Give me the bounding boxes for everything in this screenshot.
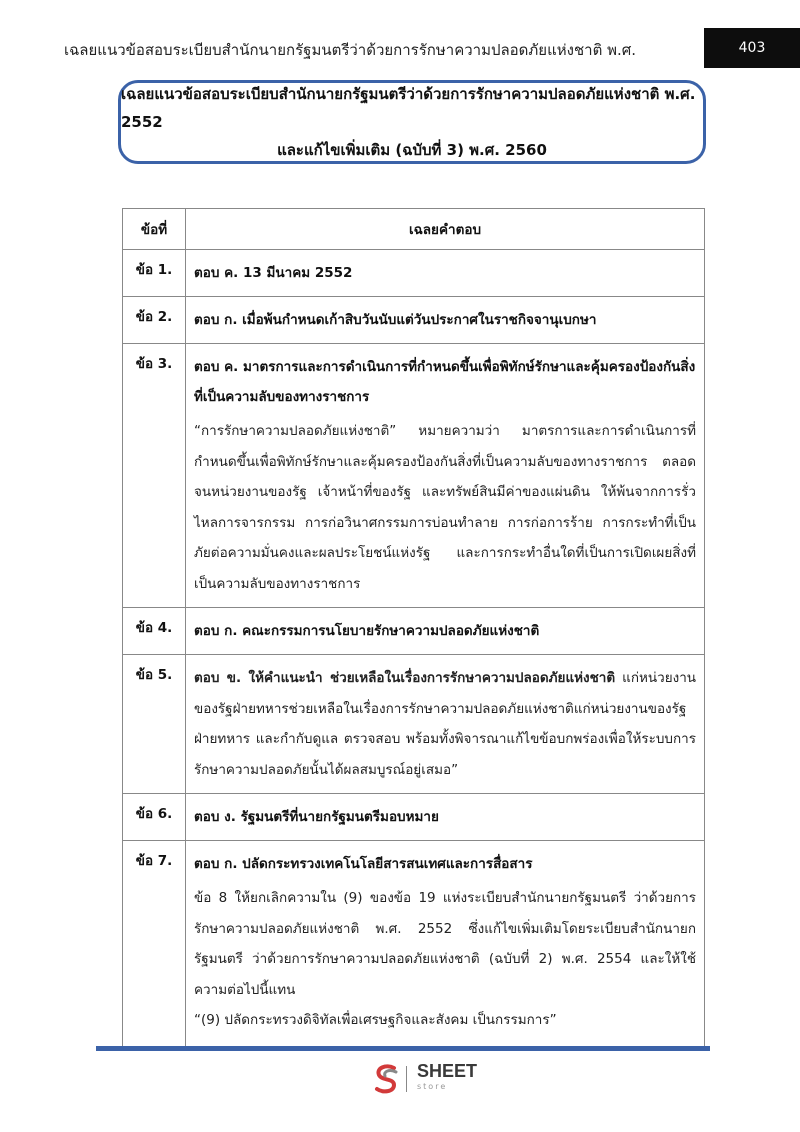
answer-text: ตอบ ก. ปลัดกระทรวงเทคโนโลยีสารสนเทศและการสื่อสาร xyxy=(194,856,533,872)
question-no: ข้อ 7. xyxy=(123,841,186,1051)
answer-text: ตอบ ก. เมื่อพ้นกำหนดเก้าสิบวันนับแต่วันประกาศในราชกิจจานุเบกษา xyxy=(194,312,597,328)
title-line-2: และแก้ไขเพิ่มเติม (ฉบับที่ 3) พ.ศ. 2560 xyxy=(277,141,547,159)
title-box xyxy=(118,80,706,164)
answer-cell xyxy=(186,297,705,344)
table-row xyxy=(123,250,705,297)
answer-detail: แก่หน่วยงานของรัฐฝ่ายทหารช่วยเหลือในเรื่องการรักษาความปลอดภัยแห่งชาติแก่หน่วยงานของรัฐฝ่ายทหาร และกำกับดูแล ตรวจสอบ พร้อมทั้งพิจารณาแก้ไขข้อบกพร่องเพื่อให้ระบบการรักษาความปลอดภัยนั้นได้ผลสมบูรณ์อยู่เสมอ” xyxy=(194,670,697,778)
question-no: ข้อ 3. xyxy=(123,344,186,608)
footer-rule xyxy=(96,1046,710,1051)
table-row xyxy=(123,655,705,794)
answer-text: ตอบ ค. 13 มีนาคม 2552 xyxy=(194,265,353,281)
logo-subtext: store xyxy=(417,1082,448,1091)
question-no: ข้อ 2. xyxy=(123,297,186,344)
answer-text: ตอบ ข. ให้คำแนะนำ ช่วยเหลือในเรื่องการรักษาความปลอดภัยแห่งชาติ xyxy=(194,670,616,686)
question-no: ข้อ 6. xyxy=(123,794,186,841)
answer-cell xyxy=(186,841,705,1051)
table-row xyxy=(123,297,705,344)
logo-divider xyxy=(406,1066,407,1092)
sheet-logo-icon xyxy=(372,1062,402,1096)
question-no: ข้อ 5. xyxy=(123,655,186,794)
answer-text: ตอบ ก. คณะกรรมการนโยบายรักษาความปลอดภัยแห่งชาติ xyxy=(194,623,540,639)
table-row xyxy=(123,344,705,608)
answer-cell xyxy=(186,250,705,297)
table-row xyxy=(123,794,705,841)
table-row xyxy=(123,841,705,1051)
answer-detail: ข้อ 8 ให้ยกเลิกความใน (9) ของข้อ 19 แห่งระเบียบสำนักนายกรัฐมนตรี ว่าด้วยการรักษาความปลอดภัยแห่งชาติ พ.ศ. 2552 ซึ่งแก้ไขเพิ่มเติมโดยระเบียบสำนักนายกรัฐมนตรี ว่าด้วยการรักษาความปลอดภัยแห่งชาติ (ฉบับที่ 2) พ.ศ. 2554 และให้ใช้ความต่อไปนี้แทน xyxy=(194,890,696,998)
answer-text: ตอบ ง. รัฐมนตรีที่นายกรัฐมนตรีมอบหมาย xyxy=(194,809,439,825)
logo-text xyxy=(417,1063,477,1095)
answer-cell xyxy=(186,344,705,608)
answer-cell xyxy=(186,794,705,841)
sheet-store-logo xyxy=(372,1062,477,1096)
table-header-row xyxy=(123,209,705,250)
header-question-no: ข้อที่ xyxy=(123,209,186,250)
running-header: เฉลยแนวข้อสอบระเบียบสำนักนายกรัฐมนตรีว่าด้วยการรักษาความปลอดภัยแห่งชาติ พ.ศ. xyxy=(63,41,637,59)
answer-detail-quote: “(9) ปลัดกระทรวงดิจิทัลเพื่อเศรษฐกิจและสังคม เป็นกรรมการ” xyxy=(194,1012,557,1028)
page-number: 403 xyxy=(704,28,800,68)
title-line-1: เฉลยแนวข้อสอบระเบียบสำนักนายกรัฐมนตรีว่าด้วยการรักษาความปลอดภัยแห่งชาติ พ.ศ. 2552 xyxy=(121,85,696,131)
question-no: ข้อ 1. xyxy=(123,250,186,297)
answer-text: ตอบ ค. มาตรการและการดำเนินการที่กำหนดขึ้นเพื่อพิทักษ์รักษาและคุ้มครองป้องกันสิ่งที่เป็นความลับของทางราชการ xyxy=(194,359,696,405)
logo-word: SHEET xyxy=(417,1061,478,1081)
question-no: ข้อ 4. xyxy=(123,608,186,655)
answer-table xyxy=(122,208,705,1051)
table-row xyxy=(123,608,705,655)
answer-detail: “การรักษาความปลอดภัยแห่งชาติ” หมายความว่า มาตรการและการดำเนินการที่กำหนดขึ้นเพื่อพิทักษ์รักษาและคุ้มครองป้องกันสิ่งที่เป็นความลับของทางราชการ ตลอดจนหน่วยงานของรัฐ เจ้าหน้าที่ของรัฐ และทรัพย์สินมีค่าของแผ่นดิน ให้พ้นจากการรั่วไหลการจารกรรม การก่อวินาศกรรมการบ่อนทำลาย การก่อการร้าย การกระทำที่เป็นภัยต่อความมั่นคงและผลประโยชน์แห่งรัฐ และการกระทำอื่นใดที่เป็นการเปิดเผยสิ่งที่เป็นความลับของทางราชการ xyxy=(194,423,696,592)
answer-cell xyxy=(186,655,705,794)
answer-paragraph xyxy=(194,663,696,785)
answer-cell xyxy=(186,608,705,655)
header-answer: เฉลยคำตอบ xyxy=(186,209,705,250)
